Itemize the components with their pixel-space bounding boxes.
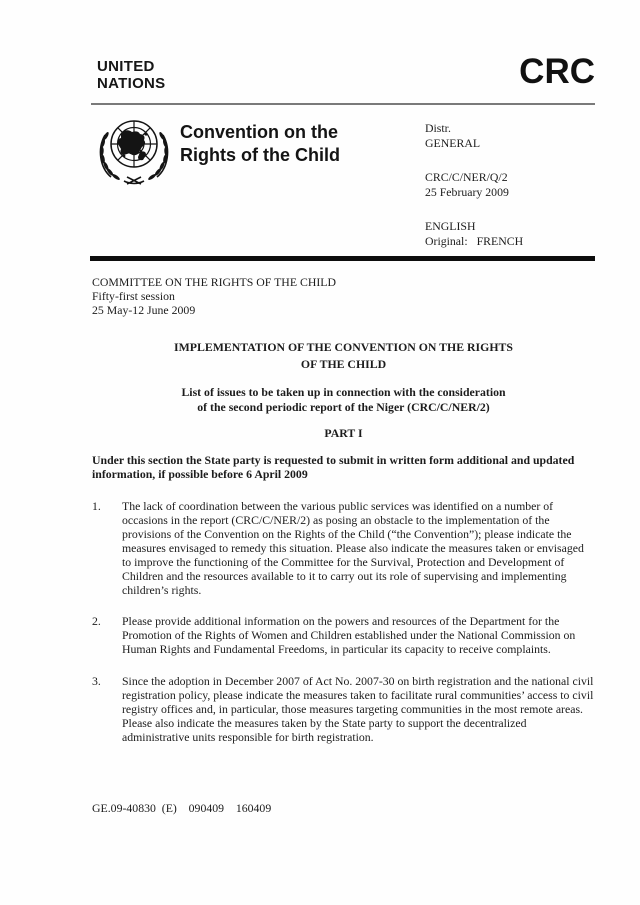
doc-ref: CRC/C/NER/Q/2 [425,170,508,184]
intro-paragraph: Under this section the State party is requested to submit in written form additional and updated information, if possible before 6 April 2009 [92,453,575,482]
un-emblem-icon [93,111,175,189]
committee-name: COMMITTEE ON THE RIGHTS OF THE CHILD [92,275,337,289]
paragraph-number: 2. [92,614,101,629]
subtitle [92,385,595,414]
footer-reference: GE.09-40830 (E) 090409 160409 [92,801,272,815]
committee-session: Fifty-first session [92,289,175,304]
un-name-line2: NATIONS [97,74,166,92]
paragraph-text: Please provide additional information on the powers and resources of the Department for the Promotion of the Rights of Women and Children established under the National Commission on Human Rights and Fundamental Freedoms, in particular its capacity to receive complaints. [122,614,576,657]
main-title-line1: IMPLEMENTATION OF THE CONVENTION ON THE RIGHTS [174,340,513,355]
subtitle-line1: List of issues to be taken up in connection with the consideration [181,385,506,400]
main-title-line2: OF THE CHILD [300,357,387,372]
distr-label: Distr. [425,121,451,135]
section-divider [90,256,595,261]
doc-original-language [425,234,523,249]
subtitle-line2: of the second periodic report of the Niger (CRC/C/NER/2) [197,399,490,414]
distr-group [425,121,523,151]
convention-title [180,121,340,167]
committee-block [92,275,595,317]
numbered-paragraph-2 [92,614,595,656]
convention-title-line2: Rights of the Child [180,145,340,165]
doc-date: 25 February 2009 [425,185,509,199]
committee-dates: 25 May-12 June 2009 [92,303,196,318]
paragraph-text: Since the adoption in December 2007 of Act No. 2007-30 on birth registration and the national civil registration policy, please indicate the measures taken to facilitate rural communities’ access to civil registry offices and, in particular, those measures targeting communities in the most remote areas. Please also indicate the measures taken by the State party to support the decentralized administrative units responsible for birth registration. [122,673,594,744]
docref-group [425,170,523,200]
un-name-line1: UNITED [97,58,155,75]
original-value: FRENCH [476,234,524,248]
paragraph-number: 3. [92,673,101,688]
header-divider [91,103,595,105]
doc-symbol: CRC [519,52,595,91]
main-title [92,339,595,373]
part-heading: PART I [324,426,363,441]
distr-value: GENERAL [425,136,481,150]
numbered-paragraph-3 [92,674,595,744]
original-label: Original: [425,234,468,248]
language-group [425,219,523,249]
document-body [92,275,595,744]
paragraph-text: The lack of coordination between the various public services was identified on a number of occasions in the report (CRC/C/NER/2) as posing an obstacle to the implementation of the provisions of the Convention on the Rights of the Child (“the Convention”); please indicate the measures envisaged to remedy this situation. Please also indicate the measures taken or envisaged to improve the functioning of the Committee for the Survival, Protection and Development of Children and the resources available to it to carry out its role of supervising and implementing children’s rights. [122,498,584,598]
distribution-block [425,121,523,268]
numbered-paragraph-1 [92,499,595,598]
paragraph-number: 1. [92,498,101,513]
convention-title-line1: Convention on the [180,122,338,142]
doc-language: ENGLISH [425,219,476,233]
un-name [97,59,166,92]
